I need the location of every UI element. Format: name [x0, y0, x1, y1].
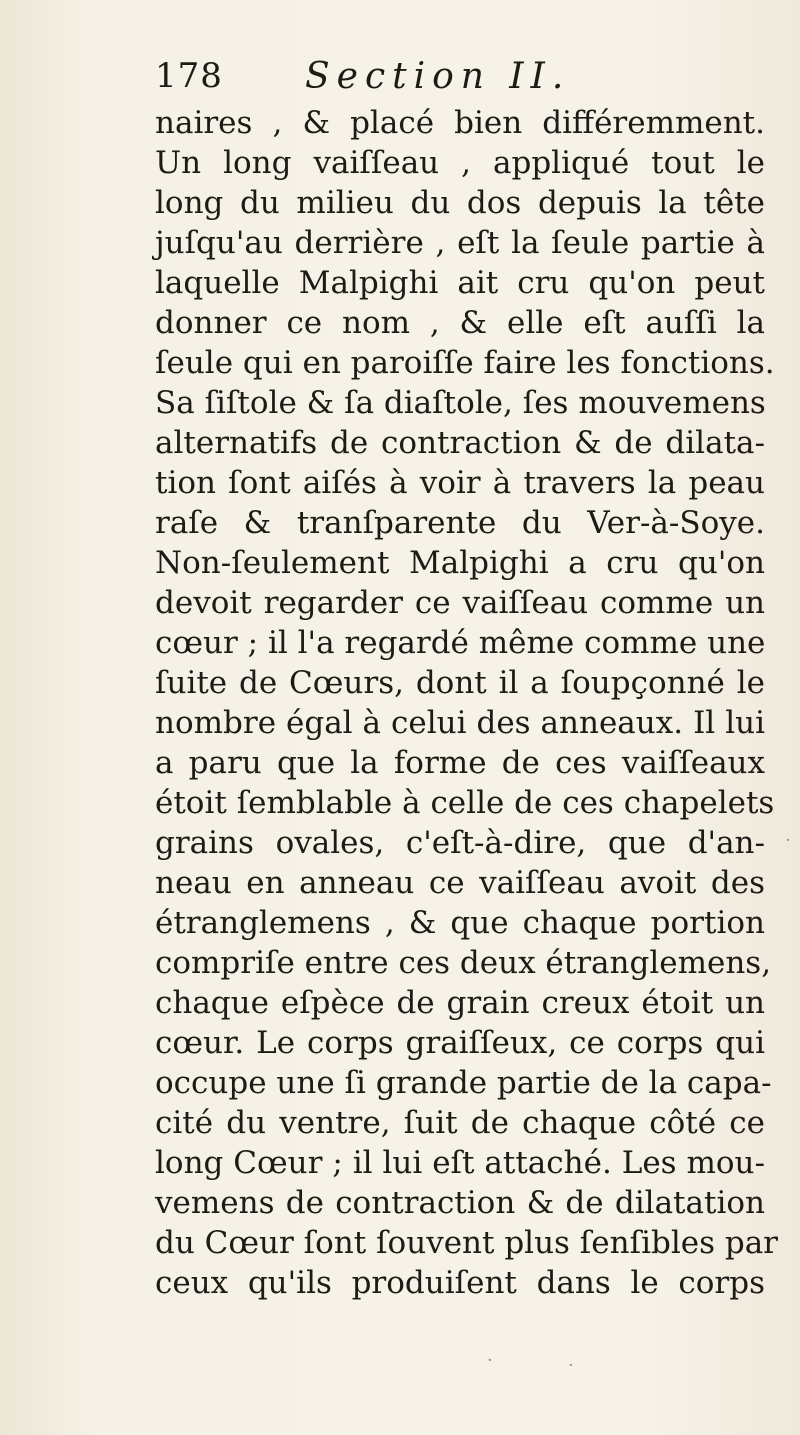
page-header	[155, 56, 700, 106]
text-line: ſeule qui en paroiſſe faire les fonctions.	[155, 345, 775, 381]
text-line: neau en anneau ce vaiſſeau avoit des	[155, 865, 765, 901]
text-line: long du milieu du dos depuis la tête	[155, 185, 765, 221]
text-line: devoit regarder ce vaiſſeau comme un	[155, 585, 765, 621]
text-line: a paru que la forme de ces vaiſſeaux	[155, 745, 765, 781]
text-line: compriſe entre ces deux étranglemens,	[155, 945, 772, 981]
text-line: cœur. Le corps graiſſeux, ce corps qui	[155, 1025, 765, 1061]
text-line: ceux qu'ils produiſent dans le corps	[155, 1265, 765, 1301]
body-text	[155, 103, 778, 1303]
text-line: laquelle Malpighi ait cru qu'on peut	[155, 265, 765, 301]
text-line: étoit ſemblable à celle de ces chapelets	[155, 785, 775, 821]
text-line: ſuite de Cœurs, dont il a ſoupçonné le	[155, 665, 765, 701]
text-line: tion ſont aiſés à voir à travers la peau	[155, 465, 765, 501]
text-line: étranglemens , & que chaque portion	[155, 905, 765, 941]
running-head: Section II.	[305, 56, 571, 97]
text-line: long Cœur ; il lui eſt attaché. Les mou-	[155, 1145, 765, 1181]
text-line: juſqu'au derrière , eſt la ſeule partie à	[155, 225, 765, 261]
text-line: du Cœur ſont ſouvent plus ſenſibles par	[155, 1225, 778, 1261]
text-line: Non-ſeulement Malpighi a cru qu'on	[155, 545, 765, 581]
paper-speck: ·	[785, 830, 791, 851]
text-line: cité du ventre, ſuit de chaque côté ce	[155, 1105, 765, 1141]
text-line: Un long vaiſſeau , appliqué tout le	[155, 145, 765, 181]
text-line: vemens de contraction & de dilatation	[155, 1185, 765, 1221]
text-line: raſe & tranſparente du Ver-à-Soye.	[155, 505, 765, 541]
paper-speck: ·	[568, 1355, 574, 1376]
text-line: cœur ; il l'a regardé même comme une	[155, 625, 766, 661]
text-line: chaque eſpèce de grain creux étoit un	[155, 985, 765, 1021]
paper-speck: ·	[487, 1350, 493, 1371]
text-line: donner ce nom , & elle eſt auſſi la	[155, 305, 765, 341]
text-line: Sa ſiſtole & ſa diaſtole, ſes mouvemens	[155, 385, 766, 421]
page-number: 178	[155, 56, 223, 96]
text-line: naires , & placé bien différemment.	[155, 105, 765, 141]
text-line: occupe une ſi grande partie de la capa-	[155, 1065, 772, 1101]
text-line: grains ovales, c'eſt-à-dire, que d'an-	[155, 825, 765, 861]
text-line: nombre égal à celui des anneaux. Il lui	[155, 705, 765, 741]
text-line: alternatifs de contraction & de dilata-	[155, 425, 765, 461]
